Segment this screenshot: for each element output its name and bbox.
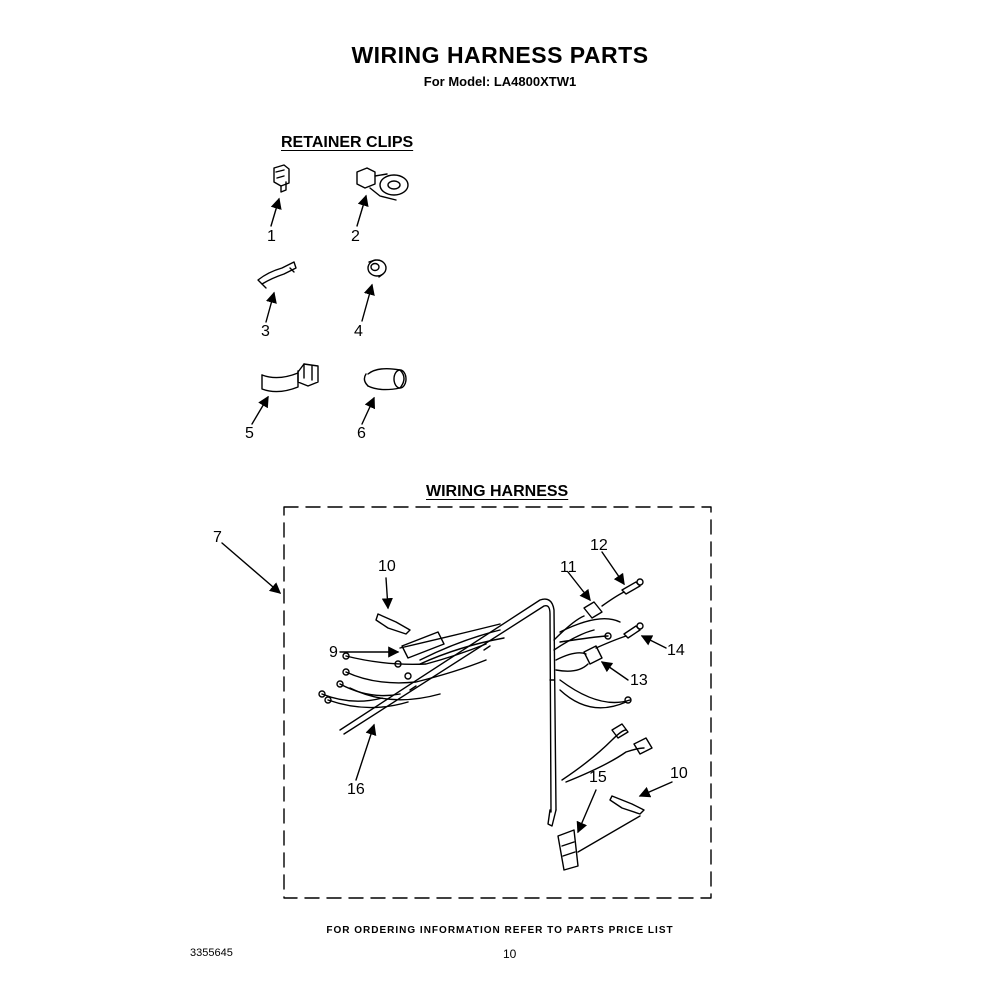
callout-15: 15 [589, 769, 607, 786]
callout-12: 12 [590, 537, 608, 554]
callout-6: 6 [357, 425, 366, 442]
ordering-info-footer: FOR ORDERING INFORMATION REFER TO PARTS PRICE LIST [326, 925, 674, 936]
harness-box [284, 507, 711, 898]
retainer-clip-2-illustration [357, 168, 408, 226]
retainer-clip-4-illustration [362, 260, 386, 321]
retainer-clip-3-illustration [258, 262, 296, 322]
callout-3: 3 [261, 323, 270, 340]
callout-7: 7 [213, 529, 222, 546]
retainer-clip-6-illustration [362, 369, 406, 424]
page-title: WIRING HARNESS PARTS [351, 42, 649, 68]
callout-5: 5 [245, 425, 254, 442]
callout-14: 14 [667, 642, 685, 659]
model-subtitle: For Model: LA4800XTW1 [423, 74, 577, 89]
retainer-clip-1-illustration [271, 165, 289, 226]
document-number: 3355645 [190, 947, 233, 959]
callout-9: 9 [329, 644, 338, 661]
callout-1: 1 [267, 228, 276, 245]
callout-2: 2 [351, 228, 360, 245]
callout-10-bottom: 10 [670, 765, 688, 782]
retainer-clips-heading: RETAINER CLIPS [281, 134, 414, 151]
callout-11: 11 [560, 559, 577, 576]
callout-13: 13 [630, 672, 648, 689]
callout-16: 16 [347, 781, 365, 798]
callout-10-top: 10 [378, 558, 396, 575]
retainer-clip-5-illustration [252, 364, 318, 424]
wiring-harness-heading: WIRING HARNESS [426, 483, 569, 500]
page-number: 10 [503, 947, 517, 961]
wiring-harness-illustration [319, 552, 672, 870]
callout-4: 4 [354, 323, 363, 340]
